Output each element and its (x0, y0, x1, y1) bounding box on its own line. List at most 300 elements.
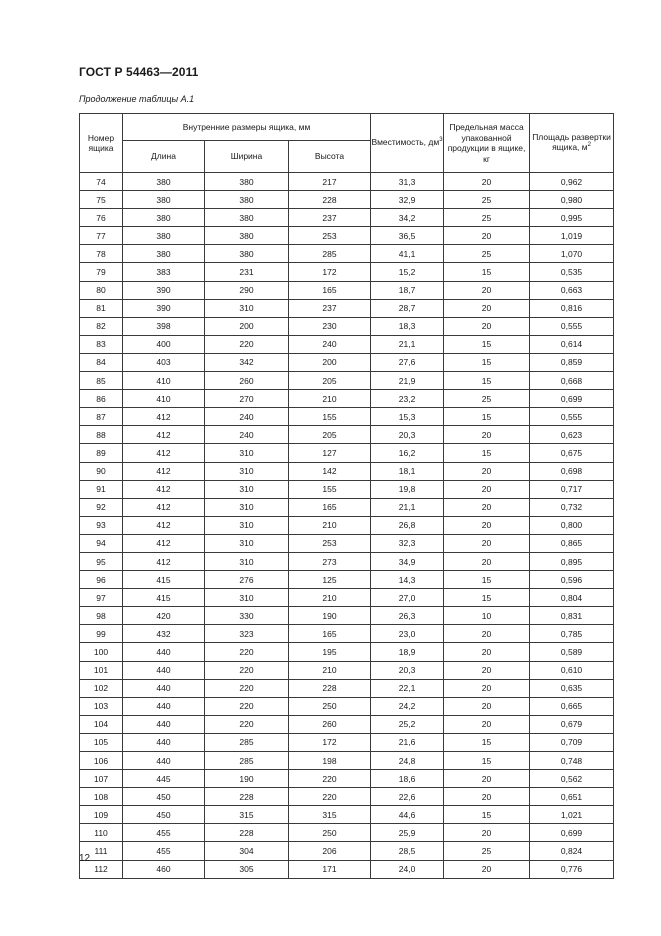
cell-number: 97 (80, 589, 123, 607)
cell-capacity: 36,5 (371, 227, 444, 245)
cell-width: 330 (205, 607, 289, 625)
cell-area: 0,859 (530, 353, 614, 371)
cell-number: 98 (80, 607, 123, 625)
cell-length: 440 (123, 697, 205, 715)
table-row (80, 209, 614, 227)
cell-length: 380 (123, 245, 205, 263)
cell-length: 455 (123, 824, 205, 842)
cell-length: 380 (123, 227, 205, 245)
cell-capacity: 22,6 (371, 788, 444, 806)
cell-number: 105 (80, 733, 123, 751)
cell-length: 412 (123, 552, 205, 570)
cell-width: 310 (205, 534, 289, 552)
table-row (80, 426, 614, 444)
cell-number: 112 (80, 860, 123, 878)
cell-height: 228 (289, 679, 371, 697)
table-row (80, 227, 614, 245)
cell-capacity: 21,1 (371, 498, 444, 516)
cell-width: 270 (205, 390, 289, 408)
table-row (80, 353, 614, 371)
cell-area: 0,668 (530, 372, 614, 390)
cell-area: 0,962 (530, 173, 614, 191)
cell-number: 95 (80, 552, 123, 570)
cell-mass: 15 (444, 372, 530, 390)
cell-number: 99 (80, 625, 123, 643)
table-row (80, 390, 614, 408)
cell-number: 78 (80, 245, 123, 263)
cell-width: 380 (205, 173, 289, 191)
table-row (80, 372, 614, 390)
cell-height: 205 (289, 372, 371, 390)
cell-length: 380 (123, 191, 205, 209)
table-row (80, 571, 614, 589)
table-row (80, 860, 614, 878)
cell-area: 0,748 (530, 752, 614, 770)
box-dimensions-table (79, 113, 614, 879)
cell-number: 91 (80, 480, 123, 498)
cell-height: 237 (289, 299, 371, 317)
cell-length: 380 (123, 209, 205, 227)
cell-capacity: 18,3 (371, 317, 444, 335)
cell-height: 172 (289, 263, 371, 281)
cell-number: 79 (80, 263, 123, 281)
cell-capacity: 34,2 (371, 209, 444, 227)
cell-height: 250 (289, 697, 371, 715)
cell-height: 127 (289, 444, 371, 462)
cell-capacity: 20,3 (371, 661, 444, 679)
table-row (80, 498, 614, 516)
cell-width: 310 (205, 299, 289, 317)
cell-height: 155 (289, 408, 371, 426)
cell-number: 88 (80, 426, 123, 444)
cell-mass: 20 (444, 824, 530, 842)
cell-area: 0,596 (530, 571, 614, 589)
cell-width: 285 (205, 733, 289, 751)
cell-mass: 25 (444, 842, 530, 860)
cell-height: 273 (289, 552, 371, 570)
cell-mass: 25 (444, 245, 530, 263)
col-header-inner-dims: Внутренние размеры ящика, мм (123, 114, 371, 141)
cell-capacity: 19,8 (371, 480, 444, 498)
cell-area: 0,651 (530, 788, 614, 806)
cell-number: 89 (80, 444, 123, 462)
cell-height: 260 (289, 715, 371, 733)
cell-width: 304 (205, 842, 289, 860)
cell-width: 380 (205, 245, 289, 263)
cell-area: 0,663 (530, 281, 614, 299)
cell-number: 84 (80, 353, 123, 371)
cell-height: 228 (289, 191, 371, 209)
cell-mass: 15 (444, 752, 530, 770)
cell-capacity: 25,9 (371, 824, 444, 842)
cell-area: 0,865 (530, 534, 614, 552)
cell-length: 415 (123, 589, 205, 607)
cell-width: 310 (205, 552, 289, 570)
table-row (80, 552, 614, 570)
cell-area: 0,816 (530, 299, 614, 317)
cell-mass: 20 (444, 697, 530, 715)
cell-number: 109 (80, 806, 123, 824)
cell-width: 190 (205, 770, 289, 788)
col-header-capacity (371, 114, 444, 173)
cell-number: 87 (80, 408, 123, 426)
cell-width: 220 (205, 643, 289, 661)
cell-length: 450 (123, 806, 205, 824)
cell-number: 96 (80, 571, 123, 589)
table-row (80, 245, 614, 263)
cell-area: 1,021 (530, 806, 614, 824)
table-row (80, 317, 614, 335)
cell-number: 83 (80, 335, 123, 353)
cell-number: 76 (80, 209, 123, 227)
cell-width: 380 (205, 191, 289, 209)
cell-mass: 20 (444, 426, 530, 444)
cell-height: 217 (289, 173, 371, 191)
table-row (80, 625, 614, 643)
cell-height: 205 (289, 426, 371, 444)
cell-number: 75 (80, 191, 123, 209)
cell-number: 111 (80, 842, 123, 860)
cell-height: 220 (289, 770, 371, 788)
cell-mass: 15 (444, 806, 530, 824)
cell-capacity: 18,6 (371, 770, 444, 788)
cell-capacity: 21,1 (371, 335, 444, 353)
cell-mass: 20 (444, 299, 530, 317)
cell-width: 315 (205, 806, 289, 824)
cell-area: 0,995 (530, 209, 614, 227)
table-body (80, 173, 614, 879)
cell-area: 0,589 (530, 643, 614, 661)
cell-area: 0,535 (530, 263, 614, 281)
cell-area: 0,562 (530, 770, 614, 788)
cell-area: 0,679 (530, 715, 614, 733)
table-row (80, 589, 614, 607)
table-row (80, 607, 614, 625)
cell-mass: 20 (444, 552, 530, 570)
cell-number: 94 (80, 534, 123, 552)
cell-mass: 20 (444, 317, 530, 335)
cell-mass: 20 (444, 625, 530, 643)
cell-mass: 20 (444, 860, 530, 878)
cell-capacity: 18,9 (371, 643, 444, 661)
cell-length: 440 (123, 715, 205, 733)
cell-height: 230 (289, 317, 371, 335)
table-row (80, 733, 614, 751)
cell-area: 1,019 (530, 227, 614, 245)
cell-mass: 20 (444, 643, 530, 661)
cell-number: 82 (80, 317, 123, 335)
cell-width: 290 (205, 281, 289, 299)
table-row (80, 770, 614, 788)
cell-mass: 15 (444, 444, 530, 462)
cell-mass: 10 (444, 607, 530, 625)
cell-width: 380 (205, 209, 289, 227)
cell-capacity: 26,8 (371, 516, 444, 534)
cell-height: 165 (289, 625, 371, 643)
cell-capacity: 18,1 (371, 462, 444, 480)
cell-length: 380 (123, 173, 205, 191)
cell-height: 285 (289, 245, 371, 263)
cell-number: 102 (80, 679, 123, 697)
cell-capacity: 23,2 (371, 390, 444, 408)
cell-length: 412 (123, 462, 205, 480)
cell-height: 237 (289, 209, 371, 227)
table-row (80, 752, 614, 770)
cell-height: 210 (289, 516, 371, 534)
table-row (80, 462, 614, 480)
cell-length: 440 (123, 679, 205, 697)
cell-length: 440 (123, 733, 205, 751)
cell-length: 412 (123, 498, 205, 516)
cell-mass: 20 (444, 534, 530, 552)
cell-mass: 15 (444, 571, 530, 589)
cell-height: 206 (289, 842, 371, 860)
table-row (80, 480, 614, 498)
document-title: ГОСТ Р 54463—2011 (79, 65, 199, 79)
cell-mass: 20 (444, 788, 530, 806)
table-row (80, 191, 614, 209)
cell-height: 142 (289, 462, 371, 480)
cell-capacity: 21,9 (371, 372, 444, 390)
cell-capacity: 15,3 (371, 408, 444, 426)
col-header-width: Ширина (205, 141, 289, 173)
cell-height: 210 (289, 589, 371, 607)
cell-mass: 20 (444, 498, 530, 516)
cell-mass: 15 (444, 353, 530, 371)
cell-width: 220 (205, 697, 289, 715)
cell-mass: 20 (444, 679, 530, 697)
cell-area: 0,623 (530, 426, 614, 444)
cell-capacity: 22,1 (371, 679, 444, 697)
cell-area: 0,980 (530, 191, 614, 209)
cell-capacity: 25,2 (371, 715, 444, 733)
cell-width: 323 (205, 625, 289, 643)
cell-capacity: 24,8 (371, 752, 444, 770)
cell-length: 400 (123, 335, 205, 353)
cell-number: 86 (80, 390, 123, 408)
cell-area: 0,675 (530, 444, 614, 462)
cell-number: 106 (80, 752, 123, 770)
cell-capacity: 28,7 (371, 299, 444, 317)
cell-width: 380 (205, 227, 289, 245)
cell-height: 125 (289, 571, 371, 589)
cell-capacity: 14,3 (371, 571, 444, 589)
cell-area: 0,555 (530, 408, 614, 426)
cell-mass: 15 (444, 733, 530, 751)
cell-number: 103 (80, 697, 123, 715)
cell-length: 412 (123, 516, 205, 534)
cell-area: 0,665 (530, 697, 614, 715)
cell-area: 0,614 (530, 335, 614, 353)
table-row (80, 697, 614, 715)
cell-length: 412 (123, 534, 205, 552)
cell-length: 415 (123, 571, 205, 589)
cell-mass: 20 (444, 480, 530, 498)
cell-width: 310 (205, 516, 289, 534)
cell-height: 253 (289, 227, 371, 245)
cell-mass: 15 (444, 335, 530, 353)
table-row (80, 715, 614, 733)
cell-width: 276 (205, 571, 289, 589)
area-unit-sup: 2 (587, 142, 591, 148)
cell-capacity: 31,3 (371, 173, 444, 191)
cell-width: 228 (205, 824, 289, 842)
col-header-length: Длина (123, 141, 205, 173)
cell-capacity: 15,2 (371, 263, 444, 281)
cell-number: 81 (80, 299, 123, 317)
cell-number: 80 (80, 281, 123, 299)
cell-area: 1,070 (530, 245, 614, 263)
cell-mass: 20 (444, 227, 530, 245)
cell-mass: 20 (444, 715, 530, 733)
cell-height: 250 (289, 824, 371, 842)
cell-mass: 15 (444, 589, 530, 607)
cell-number: 74 (80, 173, 123, 191)
cell-height: 220 (289, 788, 371, 806)
cell-capacity: 44,6 (371, 806, 444, 824)
cell-length: 450 (123, 788, 205, 806)
cell-width: 220 (205, 661, 289, 679)
cell-length: 383 (123, 263, 205, 281)
cell-height: 198 (289, 752, 371, 770)
cell-length: 440 (123, 752, 205, 770)
cell-length: 403 (123, 353, 205, 371)
col-header-height: Высота (289, 141, 371, 173)
table-row (80, 263, 614, 281)
cell-length: 420 (123, 607, 205, 625)
cell-length: 412 (123, 480, 205, 498)
cell-width: 310 (205, 444, 289, 462)
cell-number: 92 (80, 498, 123, 516)
table-row (80, 806, 614, 824)
table-row (80, 824, 614, 842)
cell-length: 460 (123, 860, 205, 878)
cell-height: 165 (289, 498, 371, 516)
cell-capacity: 34,9 (371, 552, 444, 570)
cell-width: 310 (205, 589, 289, 607)
table-row (80, 444, 614, 462)
cell-width: 231 (205, 263, 289, 281)
cell-capacity: 24,2 (371, 697, 444, 715)
cell-mass: 25 (444, 390, 530, 408)
cell-mass: 15 (444, 408, 530, 426)
cell-capacity: 27,6 (371, 353, 444, 371)
cell-area: 0,804 (530, 589, 614, 607)
cell-area: 0,824 (530, 842, 614, 860)
cell-mass: 20 (444, 770, 530, 788)
cell-capacity: 32,9 (371, 191, 444, 209)
table-row (80, 679, 614, 697)
cell-area: 0,635 (530, 679, 614, 697)
cell-width: 285 (205, 752, 289, 770)
cell-length: 412 (123, 444, 205, 462)
cell-number: 101 (80, 661, 123, 679)
cell-capacity: 21,6 (371, 733, 444, 751)
table-row (80, 643, 614, 661)
cell-area: 0,800 (530, 516, 614, 534)
cell-capacity: 24,0 (371, 860, 444, 878)
area-label: Площадь развертки ящика, м (532, 131, 611, 152)
cell-capacity: 20,3 (371, 426, 444, 444)
cell-area: 0,610 (530, 661, 614, 679)
table-caption: Продолжение таблицы А.1 (79, 94, 195, 104)
cell-capacity: 23,0 (371, 625, 444, 643)
cell-number: 93 (80, 516, 123, 534)
cell-width: 200 (205, 317, 289, 335)
cell-capacity: 18,7 (371, 281, 444, 299)
col-header-area (530, 114, 614, 173)
cell-height: 190 (289, 607, 371, 625)
cell-number: 110 (80, 824, 123, 842)
cell-length: 390 (123, 299, 205, 317)
cell-height: 165 (289, 281, 371, 299)
cell-area: 0,699 (530, 824, 614, 842)
cell-width: 342 (205, 353, 289, 371)
cell-width: 220 (205, 715, 289, 733)
table-row (80, 299, 614, 317)
cell-area: 0,895 (530, 552, 614, 570)
cell-area: 0,831 (530, 607, 614, 625)
cell-width: 310 (205, 462, 289, 480)
cell-mass: 20 (444, 462, 530, 480)
col-header-mass: Предельная масса упакованной продукции в ящике, кг (444, 114, 530, 173)
table-row (80, 335, 614, 353)
page-number: 12 (79, 853, 91, 864)
cell-number: 85 (80, 372, 123, 390)
cell-area: 0,732 (530, 498, 614, 516)
cell-width: 305 (205, 860, 289, 878)
cell-mass: 20 (444, 281, 530, 299)
cell-area: 0,699 (530, 390, 614, 408)
cell-height: 240 (289, 335, 371, 353)
cell-width: 228 (205, 788, 289, 806)
table-row (80, 842, 614, 860)
table-row (80, 534, 614, 552)
cell-mass: 25 (444, 191, 530, 209)
cell-capacity: 32,3 (371, 534, 444, 552)
table-row (80, 661, 614, 679)
cell-capacity: 16,2 (371, 444, 444, 462)
cell-length: 455 (123, 842, 205, 860)
cell-length: 412 (123, 426, 205, 444)
cell-area: 0,709 (530, 733, 614, 751)
cell-height: 171 (289, 860, 371, 878)
cell-mass: 15 (444, 263, 530, 281)
cell-area: 0,785 (530, 625, 614, 643)
cell-height: 253 (289, 534, 371, 552)
cell-length: 432 (123, 625, 205, 643)
cell-area: 0,776 (530, 860, 614, 878)
cell-length: 440 (123, 661, 205, 679)
cell-height: 210 (289, 390, 371, 408)
cell-length: 412 (123, 408, 205, 426)
cell-capacity: 27,0 (371, 589, 444, 607)
cell-mass: 25 (444, 209, 530, 227)
cell-height: 315 (289, 806, 371, 824)
cell-width: 260 (205, 372, 289, 390)
cell-width: 240 (205, 408, 289, 426)
cell-height: 210 (289, 661, 371, 679)
cell-width: 220 (205, 679, 289, 697)
cell-capacity: 28,5 (371, 842, 444, 860)
cell-number: 100 (80, 643, 123, 661)
cell-number: 104 (80, 715, 123, 733)
cell-mass: 20 (444, 661, 530, 679)
cell-length: 398 (123, 317, 205, 335)
cell-height: 172 (289, 733, 371, 751)
capacity-unit-sup: 3 (439, 136, 443, 143)
cell-mass: 20 (444, 516, 530, 534)
